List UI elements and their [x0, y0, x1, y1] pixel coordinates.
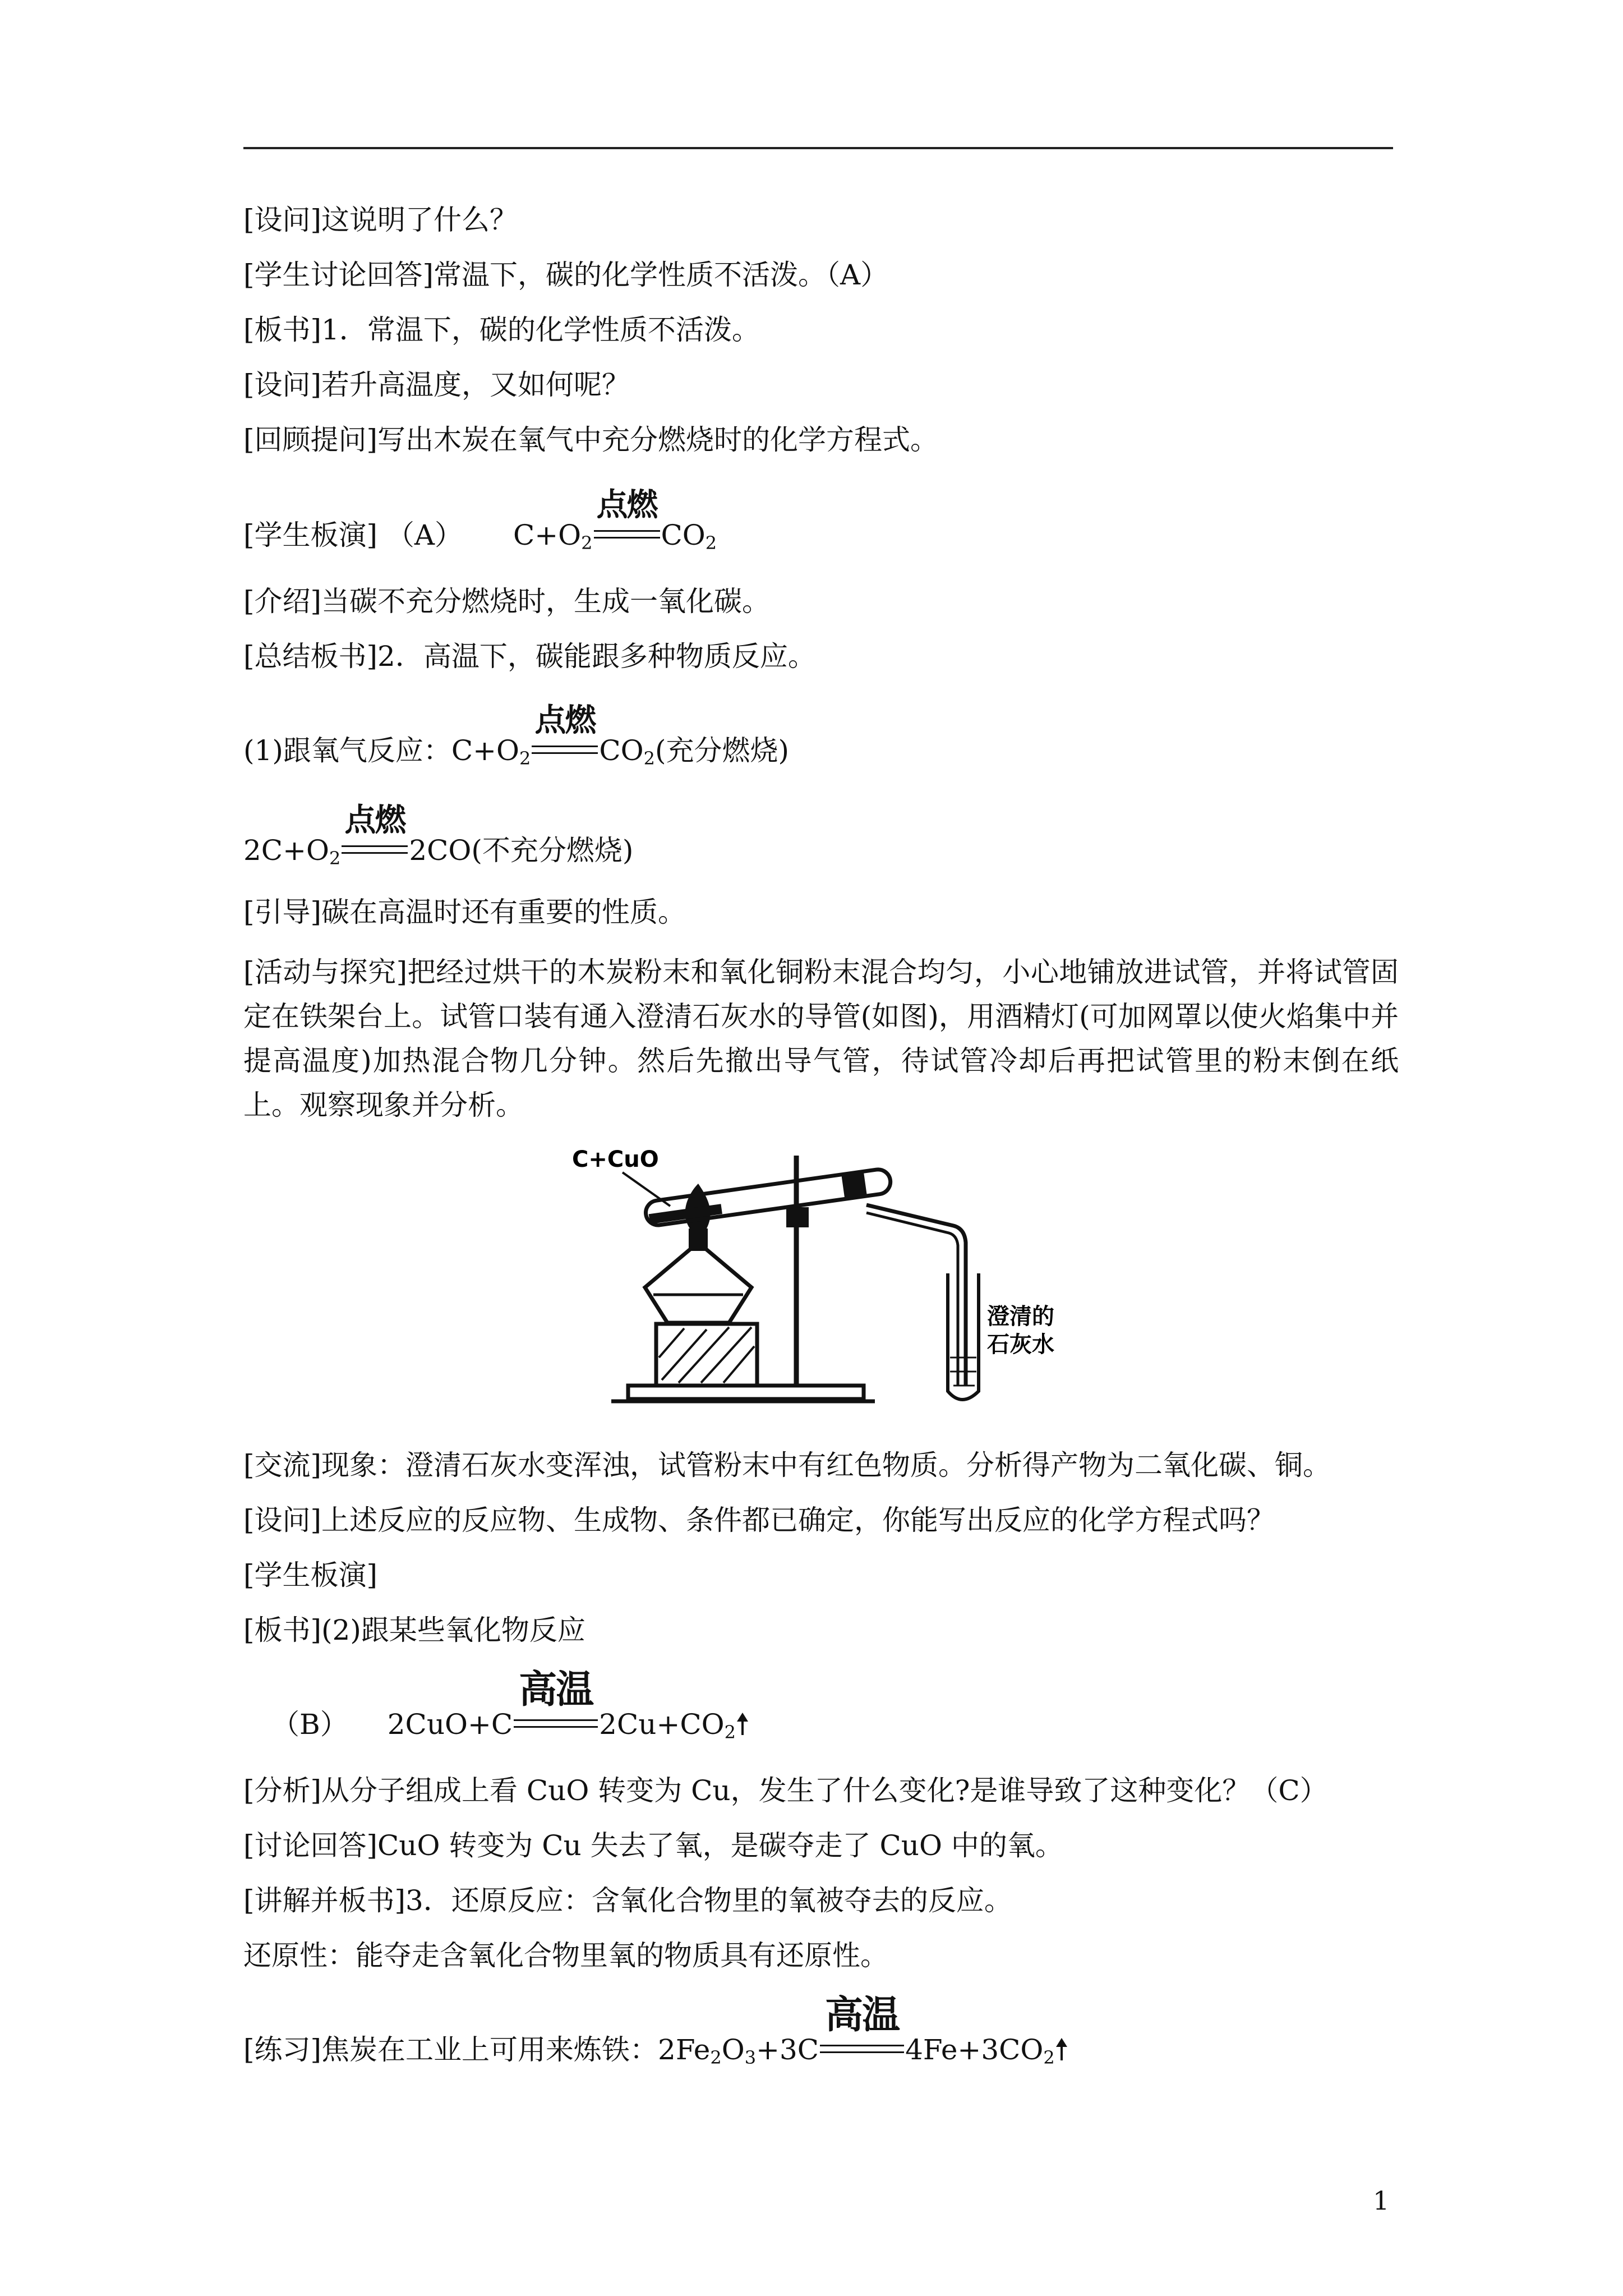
label-limewater: 石灰水	[987, 1332, 1054, 1358]
line-prefix: [学生板演] （A）	[243, 519, 463, 551]
reaction-arrow	[594, 487, 660, 545]
text-line: [讨论回答]CuO 转变为 Cu 失去了氧，是碳夺走了 CuO 中的氧。	[243, 1829, 1063, 1862]
text-line: [介绍]当碳不充分燃烧时，生成一氧化碳。	[243, 585, 771, 618]
eq-subscript: 2	[1043, 2047, 1055, 2068]
apparatus-figure	[561, 1144, 1066, 1414]
paragraph-activity: [活动与探究]把经过烘干的木炭粉末和氧化铜粉末混合均匀，小心地铺放进试管，并将试管固定在铁架台上。试管口装有通入澄清石灰水的导管(如图)，用酒精灯(可加网罩以使火焰集中并提高温度)加热混合物几分钟。然后先撤出导气管，待试管冷却后再把试管里的粉末倒在纸上。观察现象并分析。	[243, 956, 1399, 1121]
text-line: [设问]这说明了什么？	[243, 204, 518, 236]
reaction-condition: 点燃	[534, 702, 596, 739]
equation-line	[243, 1993, 1399, 2068]
eq-term: O	[721, 2033, 745, 2066]
eq-subscript: 2	[710, 2047, 722, 2068]
equation-line	[243, 1668, 1399, 1743]
reaction-condition: 点燃	[596, 487, 657, 523]
line-prefix: （B）	[271, 1708, 348, 1741]
line-prefix: [练习]焦炭在工业上可用来炼铁：	[243, 2033, 658, 2066]
text-line: [设问]上述反应的反应物、生成物、条件都已确定，你能写出反应的化学方程式吗？	[243, 1504, 1275, 1536]
eq-term: +O	[473, 734, 519, 767]
eq-term: 4Fe+3CO	[905, 2033, 1044, 2066]
eq-term: +O	[283, 834, 329, 867]
reaction-arrow	[820, 1993, 904, 2059]
text-line: [总结板书]2．高温下，碳能跟多种物质反应。	[243, 640, 816, 673]
gas-arrow-icon	[1056, 2038, 1067, 2060]
eq-term: +O	[534, 519, 582, 551]
line-suffix: (充分燃烧)	[654, 734, 789, 767]
text-line: [板书]1．常温下，碳的化学性质不活泼。	[243, 314, 760, 346]
alcohol-lamp	[645, 1243, 751, 1323]
header-rule	[243, 147, 1393, 149]
eq-term: C	[451, 734, 473, 767]
line-suffix: (不充分燃烧)	[471, 834, 634, 867]
eq-term: 2CuO+C	[387, 1708, 513, 1741]
eq-term: 2Fe	[658, 2033, 711, 2066]
gas-arrow-icon	[737, 1713, 748, 1735]
eq-subscript: 2	[519, 748, 531, 769]
text-line: [回顾提问]写出木炭在氧气中充分燃烧时的化学方程式。	[243, 424, 939, 456]
delivery-tube	[866, 1205, 966, 1386]
eq-subscript: 2	[581, 532, 593, 554]
test-tube	[644, 1168, 892, 1227]
text-line: 还原性：能夺走含氧化合物里氧的物质具有还原性。	[243, 1939, 888, 1972]
label-limewater: 澄清的	[987, 1304, 1054, 1329]
line-prefix: (1)跟氧气反应：	[243, 734, 451, 767]
equation-line	[243, 487, 1399, 554]
clamp	[786, 1207, 809, 1227]
reaction-condition: 高温	[825, 1993, 900, 2037]
label-reactants: C+CuO	[572, 1147, 659, 1172]
eq-subscript: 2	[724, 1722, 736, 1743]
eq-subscript: 2	[329, 848, 341, 869]
text-line: [设问]若升高温度，又如何呢？	[243, 369, 630, 401]
reaction-arrow	[514, 1668, 598, 1734]
reaction-arrow	[342, 802, 408, 860]
text-line: [分析]从分子组成上看 CuO 转变为 Cu，发生了什么变化?是谁导致了这种变化？（C）	[243, 1774, 1328, 1807]
text-line: [学生讨论回答]常温下，碳的化学性质不活泼。（A）	[243, 259, 889, 291]
reaction-arrow	[532, 702, 598, 760]
stand-base	[628, 1386, 864, 1399]
text-line: [引导]碳在高温时还有重要的性质。	[243, 896, 686, 928]
eq-subscript: 2	[705, 532, 717, 554]
text-line: [讲解并板书]3．还原反应：含氧化合物里的氧被夺去的反应。	[243, 1884, 1012, 1917]
page-number: 1	[1373, 2185, 1390, 2216]
eq-term: CO	[661, 519, 706, 551]
text-line: [板书](2)跟某些氧化物反应	[243, 1614, 585, 1646]
limewater-tube	[948, 1273, 979, 1400]
text-line: [学生板演]	[243, 1559, 378, 1591]
equation-line	[243, 802, 1399, 869]
eq-term: 2Cu+CO	[599, 1708, 725, 1741]
equation-line	[243, 702, 1399, 769]
text-line: [交流]现象：澄清石灰水变浑浊，试管粉末中有红色物质。分析得产物为二氧化碳、铜。	[243, 1449, 1331, 1481]
reaction-condition: 高温	[519, 1668, 593, 1712]
eq-term: +3C	[756, 2033, 819, 2066]
eq-subscript: 2	[643, 748, 655, 769]
eq-term: 2C	[243, 834, 283, 867]
eq-subscript: 3	[744, 2047, 757, 2068]
eq-term: C	[513, 519, 535, 551]
reaction-condition: 点燃	[344, 802, 405, 839]
eq-term: CO	[599, 734, 644, 767]
apparatus-diagram	[561, 1144, 1066, 1414]
eq-term: 2CO	[409, 834, 472, 867]
